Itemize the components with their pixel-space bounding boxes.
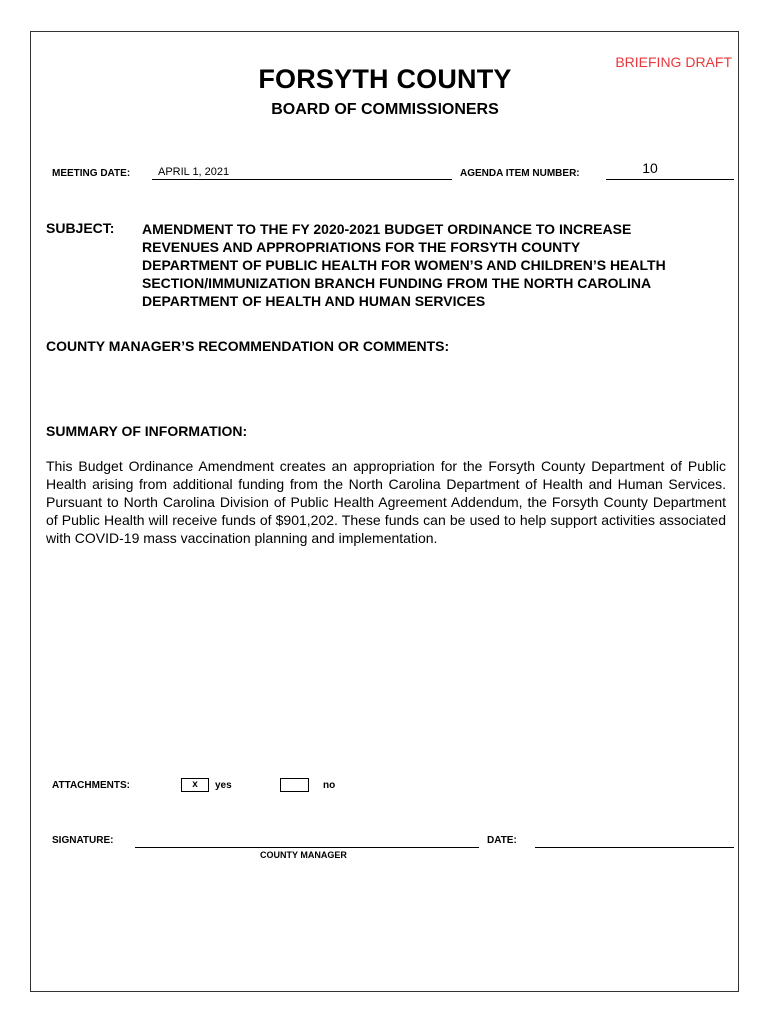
- summary-body: This Budget Ordinance Amendment creates an appropriation for the Forsyth County Department of Public Health arising from additional funding from the North Carolina Department of Health and Human Services. Pursuant to North Carolina Division of Public Health Agreement Addendum, the Forsyth County Department of Public Health will receive funds of $901,202. These funds can be used to help support activities associated with COVID-19 mass vaccination planning and implementation.: [46, 458, 726, 546]
- subject-line: DEPARTMENT OF HEALTH AND HUMAN SERVICES: [142, 293, 486, 309]
- meeting-date-label: MEETING DATE:: [52, 168, 131, 179]
- subject-line: AMENDMENT TO THE FY 2020-2021 BUDGET ORDINANCE TO INCREASE: [142, 221, 632, 237]
- subject-line: SECTION/IMMUNIZATION BRANCH FUNDING FROM THE NORTH CAROLINA: [142, 275, 652, 291]
- county-manager-label: COUNTY MANAGER: [260, 850, 347, 860]
- attachments-no-checkbox[interactable]: [280, 778, 309, 792]
- meeting-date-value[interactable]: APRIL 1, 2021: [158, 166, 230, 178]
- draft-label: BRIEFING DRAFT: [615, 54, 732, 70]
- agenda-item-label: AGENDA ITEM NUMBER:: [460, 168, 580, 179]
- manager-comments-heading: COUNTY MANAGER’S RECOMMENDATION OR COMMENTS:: [46, 338, 450, 354]
- signature-line[interactable]: [135, 847, 479, 848]
- agenda-item-value[interactable]: 10: [642, 160, 658, 176]
- signature-date-line[interactable]: [535, 847, 734, 848]
- subject-line: DEPARTMENT OF PUBLIC HEALTH FOR WOMEN’S AND CHILDREN’S HEALTH: [142, 257, 666, 273]
- subject-text: [142, 220, 732, 310]
- attachments-yes-checkbox[interactable]: x: [181, 778, 209, 792]
- board-subtitle: BOARD OF COMMISSIONERS: [271, 101, 499, 118]
- agenda-item-underline: [606, 179, 734, 180]
- signature-date-label: DATE:: [487, 835, 517, 846]
- attachments-label: ATTACHMENTS:: [52, 780, 130, 791]
- subject-label: SUBJECT:: [46, 220, 115, 236]
- summary-heading: SUMMARY OF INFORMATION:: [46, 423, 248, 439]
- attachments-no-label: no: [323, 780, 336, 791]
- signature-label: SIGNATURE:: [52, 835, 114, 846]
- attachments-yes-label: yes: [215, 780, 232, 791]
- subject-line: REVENUES AND APPROPRIATIONS FOR THE FORSYTH COUNTY: [142, 239, 581, 255]
- meeting-date-underline: [152, 179, 452, 180]
- county-title: FORSYTH COUNTY: [258, 64, 512, 94]
